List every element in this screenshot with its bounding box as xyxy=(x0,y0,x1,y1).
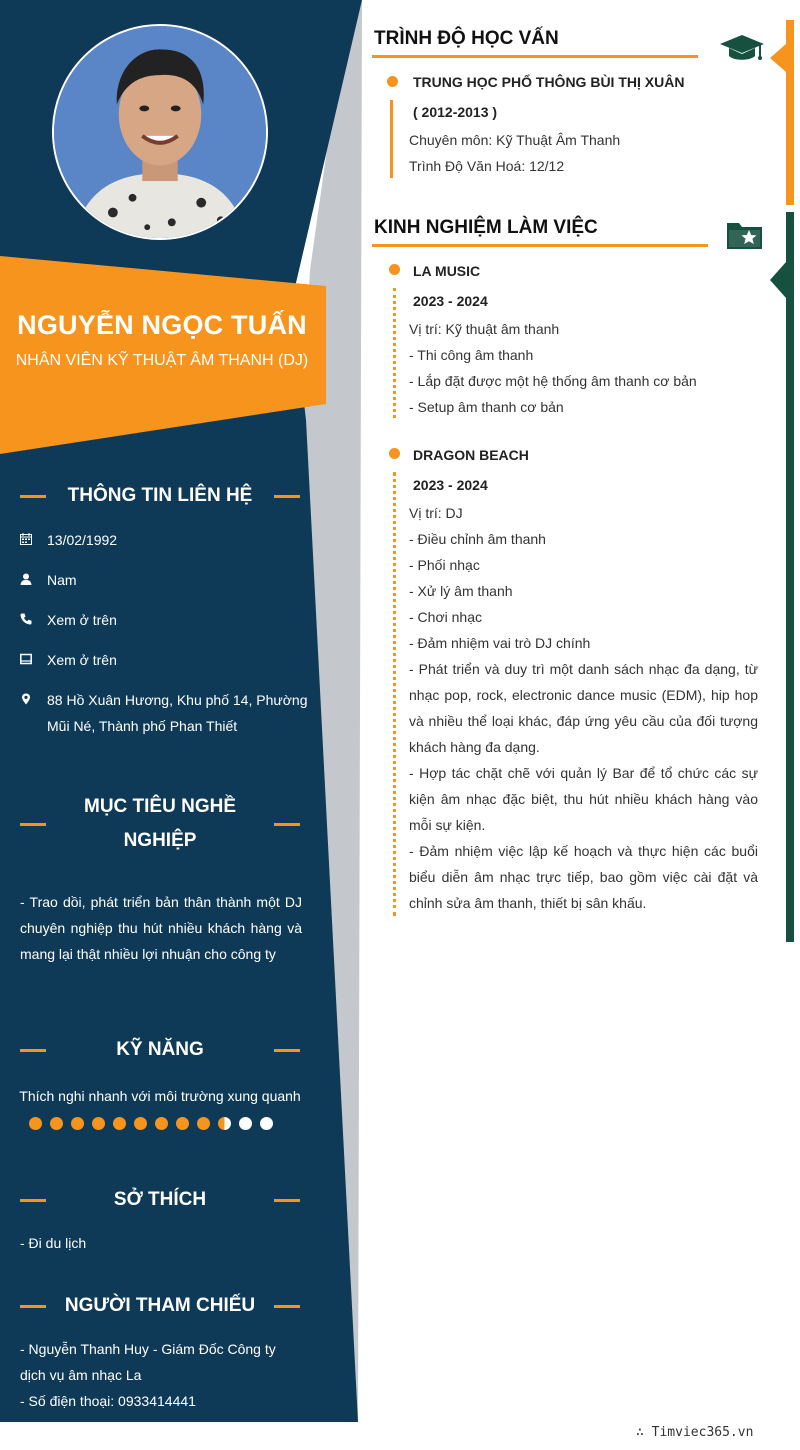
email-value: Xem ở trên xyxy=(47,652,117,668)
experience-heading: KINH NGHIỆM LÀM VIỆC xyxy=(374,217,598,238)
candidate-role: NHÂN VIÊN KỸ THUẬT ÂM THANH (DJ) xyxy=(15,352,309,369)
skill-rating-dot xyxy=(218,1117,231,1130)
skill-rating-dot xyxy=(155,1117,168,1130)
education-level: Trình Độ Văn Hoá: 12/12 xyxy=(409,158,565,174)
left-column xyxy=(0,0,330,1450)
folder-star-icon xyxy=(725,219,765,256)
reference-line-1: - Nguyễn Thanh Huy - Giám Đốc Công ty dịch vụ âm nhạc La xyxy=(20,1341,276,1383)
avatar xyxy=(52,24,268,240)
skill-rating-dot xyxy=(197,1117,210,1130)
job-position: Vị trí: DJ xyxy=(409,505,463,521)
calendar-icon xyxy=(20,527,47,554)
skill-label: Thích nghi nhanh với môi trường xung quanh xyxy=(19,1088,301,1104)
phone-icon xyxy=(20,607,47,634)
phone-value: Xem ở trên xyxy=(47,612,117,628)
phone-row xyxy=(20,607,310,634)
hobbies-heading: SỞ THÍCH xyxy=(20,1183,300,1217)
gender-value: Nam xyxy=(47,572,77,588)
job-company: DRAGON BEACH xyxy=(413,447,529,463)
education-major: Chuyên môn: Kỹ Thuật Âm Thanh xyxy=(409,132,621,148)
education-underline xyxy=(372,55,698,58)
graduation-cap-icon xyxy=(720,33,764,68)
job-position: Vị trí: Kỹ thuật âm thanh xyxy=(409,321,560,337)
job-duty: - Phối nhạc xyxy=(409,557,480,573)
mail-icon xyxy=(20,647,47,674)
school-years: ( 2012-2013 ) xyxy=(413,104,498,120)
job-timeline xyxy=(393,288,396,418)
job-duty: - Setup âm thanh cơ bản xyxy=(409,399,564,415)
job-timeline xyxy=(393,472,396,916)
job-duty: - Hợp tác chặt chẽ với quản lý Bar để tổ chức các sự kiện âm nhạc đặc biệt, thu hút nhiều khách hàng vào mỗi sự kiện. xyxy=(409,765,758,833)
skill-rating-dot xyxy=(260,1117,273,1130)
job-duty: - Lắp đặt được một hệ thống âm thanh cơ bản xyxy=(409,373,697,389)
birthday-row xyxy=(20,527,310,554)
candidate-name: NGUYỄN NGỌC TUẤN xyxy=(17,310,307,340)
hobbies-text: - Đi du lịch xyxy=(20,1235,87,1251)
skill-rating-dot xyxy=(176,1117,189,1130)
reference-line-2: - Số điện thoại: 0933414441 xyxy=(20,1393,196,1409)
job-duty: - Đảm nhiệm việc lập kế hoạch và thực hiện các buổi biểu diễn âm nhạc trực tiếp, bao gồm việc cài đặt và chỉnh sửa âm thanh, thiết bị sân khấu. xyxy=(409,843,758,911)
birthday-value: 13/02/1992 xyxy=(47,532,118,548)
job-period: 2023 - 2024 xyxy=(413,477,488,493)
address-value: 88 Hồ Xuân Hương, Khu phố 14, Phường Mũi Né, Thành phố Phan Thiết xyxy=(47,692,308,734)
job-duty: - Thi công âm thanh xyxy=(409,347,534,363)
skill-rating-dot xyxy=(29,1117,42,1130)
education-timeline xyxy=(390,100,393,178)
skill-rating-dot xyxy=(113,1117,126,1130)
job-company: LA MUSIC xyxy=(413,263,481,279)
skill-rating-dot xyxy=(50,1117,63,1130)
email-row xyxy=(20,647,310,674)
job-bullet xyxy=(389,448,400,459)
job-duty: - Chơi nhạc xyxy=(409,609,482,625)
job-bullet xyxy=(389,264,400,275)
contact-heading: THÔNG TIN LIÊN HỆ xyxy=(20,479,300,513)
skill-rating-dot xyxy=(71,1117,84,1130)
references-heading: NGƯỜI THAM CHIẾU xyxy=(20,1289,300,1323)
job-duty: - Điều chỉnh âm thanh xyxy=(409,531,546,547)
job-duty: - Đảm nhiệm vai trò DJ chính xyxy=(409,635,591,651)
skill-rating xyxy=(29,1117,273,1130)
job-duty: - Phát triển và duy trì một danh sách nhạc đa dạng, từ nhạc pop, rock, electronic dance music (EDM), hip hop và nhiều thể loại khác, đáp ứng yêu cầu của đối tượng khách hàng đa dạng. xyxy=(409,661,758,755)
skill-rating-dot xyxy=(92,1117,105,1130)
education-bullet xyxy=(387,76,398,87)
objective-text: - Trao dồi, phát triển bản thân thành một DJ chuyên nghiệp thu hút nhiều khách hàng và mang lại thật nhiều lợi nhuận cho công ty xyxy=(20,894,302,962)
address-row xyxy=(20,687,310,739)
skill-rating-dot xyxy=(239,1117,252,1130)
job-period: 2023 - 2024 xyxy=(413,293,488,309)
footer-brand: ∴ Timviec365.vn xyxy=(636,1425,754,1440)
objective-heading: MỤC TIÊU NGHỀ NGHIỆP xyxy=(20,790,300,858)
experience-underline xyxy=(372,244,708,247)
user-icon xyxy=(20,567,47,594)
gender-row xyxy=(20,567,310,594)
education-heading: TRÌNH ĐỘ HỌC VẤN xyxy=(374,28,559,49)
school-name: TRUNG HỌC PHỔ THÔNG BÙI THỊ XUÂN xyxy=(413,74,685,90)
skills-heading: KỸ NĂNG xyxy=(20,1033,300,1067)
skill-rating-dot xyxy=(134,1117,147,1130)
location-icon xyxy=(20,687,47,739)
job-duty: - Xử lý âm thanh xyxy=(409,583,513,599)
